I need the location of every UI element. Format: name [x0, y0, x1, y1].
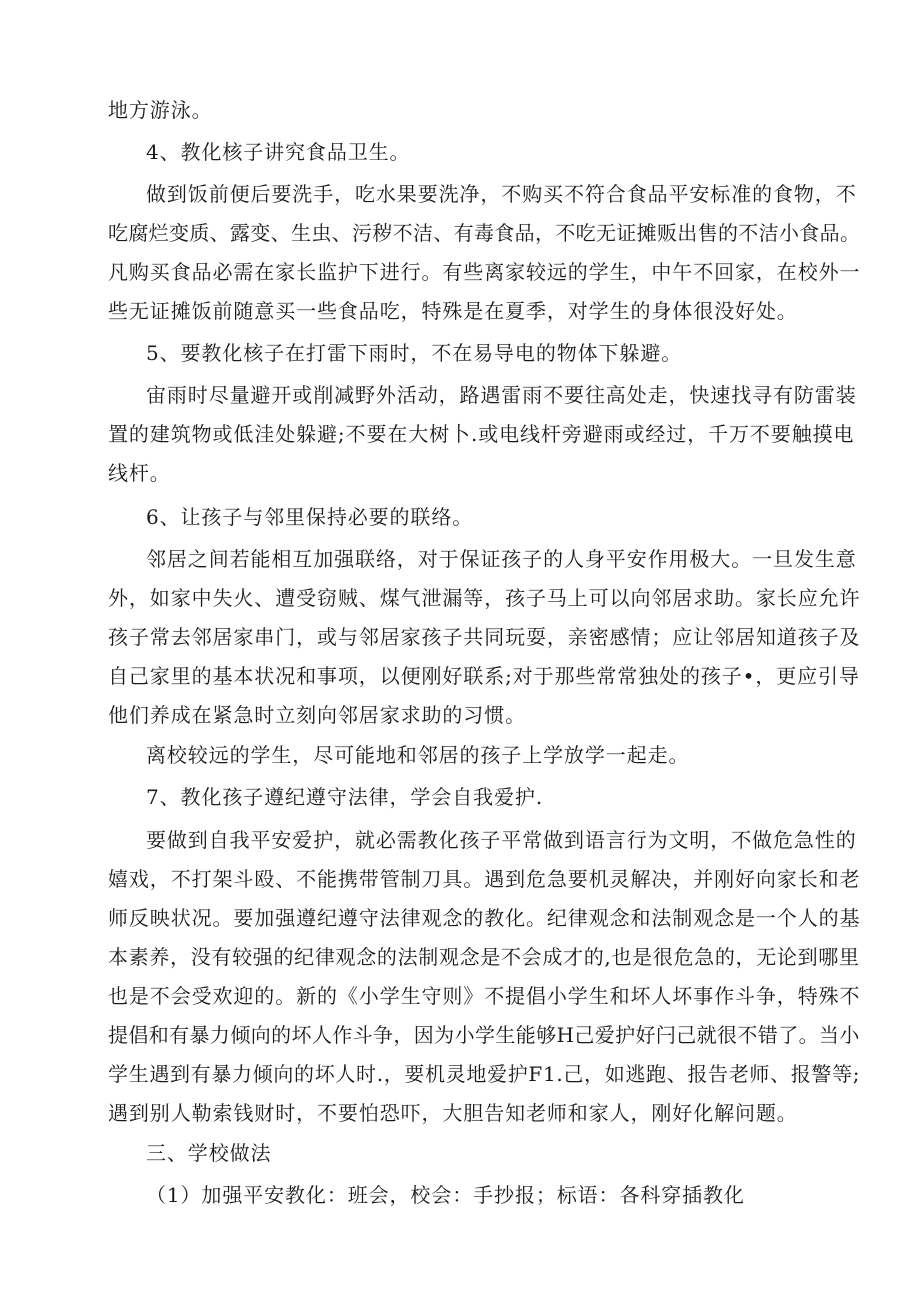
paragraph-line: 要做到自我平安爱护，就必需教化孩子平常做到语言行为文明，不做危急性的	[146, 828, 857, 852]
paragraph-line: 做到饭前便后要洗手，吃水果要洗净，不购买不符合食品平安标准的食物，不	[146, 182, 857, 206]
paragraph-line: 孩子常去邻居家串门，或与邻居家孩子共同玩耍，亲密感情；应让邻居知道孩子及	[108, 625, 861, 649]
section-heading-3: 三、学校做法	[146, 1141, 272, 1165]
paragraph-line: 宙雨时尽量避开或削减野外活动，路遇雷雨不要往高处走，快速找寻有防雷装	[146, 383, 857, 407]
paragraph-line: 提倡和有暴力倾向的坏人作斗争，因为小学生能够H己爱护好闩己就很不错了。当小	[108, 1023, 860, 1047]
paragraph-line: 离校较远的学生，尽可能地和邻居的孩子上学放学一起走。	[146, 743, 690, 767]
section-heading-6: 6、让孩子与邻里保持必要的联络。	[146, 505, 474, 529]
paragraph-line: 他们养成在紧急时立刻向邻居家求助的习惯。	[108, 703, 526, 727]
paragraph-line: 地方游泳。	[108, 98, 213, 122]
paragraph-line: 外，如家中失火、遭受窃贼、煤气泄漏等，孩子马上可以向邻居求助。家长应允许	[108, 586, 861, 610]
paragraph-line: 也是不会受欢迎的。新的《小学生守则》不提倡小学生和坏人坏事作斗争，特殊不	[108, 984, 861, 1008]
section-heading-4: 4、教化核子讲究食品卫生。	[146, 140, 411, 164]
list-item: （1）加强平安教化：班会，校会：手抄报；标语：各科穿插教化	[146, 1183, 745, 1207]
paragraph-line: 些无证摊饭前随意买一些食品吃，特殊是在夏季，对学生的身体很没好处。	[108, 299, 798, 323]
paragraph-line: 线杆。	[108, 461, 171, 485]
paragraph-line: 遇到别人勒索钱财时，不要怕恐吓，大胆告知老师和家人，刚好化解问题。	[108, 1101, 798, 1125]
paragraph-line: 本素养，没有较强的纪律观念的法制观念是不会成才的,也是很危急的，无论到哪里	[108, 945, 860, 969]
paragraph-line: 师反映状况。要加强遵纪遵守法律观念的教化。纪律观念和法制观念是一个人的基	[108, 906, 861, 930]
section-heading-7: 7、教化孩子遵纪遵守法律，学会自我爱护.	[146, 785, 544, 809]
paragraph-line: 邻居之间若能相互加强联络，对于保证孩子的人身平安作用极大。一旦发生意	[146, 547, 857, 571]
paragraph-line: 置的建筑物或低洼处躲避;不要在大树卜.或电线杆旁避雨或经过，千万不要触摸电	[108, 422, 855, 446]
paragraph-line: 凡购买食品必需在家长监护下进行。有些离家较远的学生，中午不回家，在校外一	[108, 260, 861, 284]
section-heading-5: 5、要教化核子在打雷下雨时，不在易导电的物体下躲避。	[146, 341, 683, 365]
paragraph-line: 嬉戏，不打架斗殴、不能携带管制刀具。遇到危急要机灵解决，并刚好向家长和老	[108, 867, 861, 891]
paragraph-line: 自己家里的基本状况和事项，以便刚好联系;对于那些常常独处的孩子•，更应引导	[108, 664, 860, 688]
paragraph-line: 吃腐烂变质、露变、生虫、污秽不洁、有毒食品，不吃无证摊贩出售的不洁小食品。	[108, 221, 861, 245]
paragraph-line: 学生遇到有暴力倾向的坏人时.，要机灵地爱护F1.己，如逃跑、报告老师、报警等;	[108, 1062, 861, 1086]
